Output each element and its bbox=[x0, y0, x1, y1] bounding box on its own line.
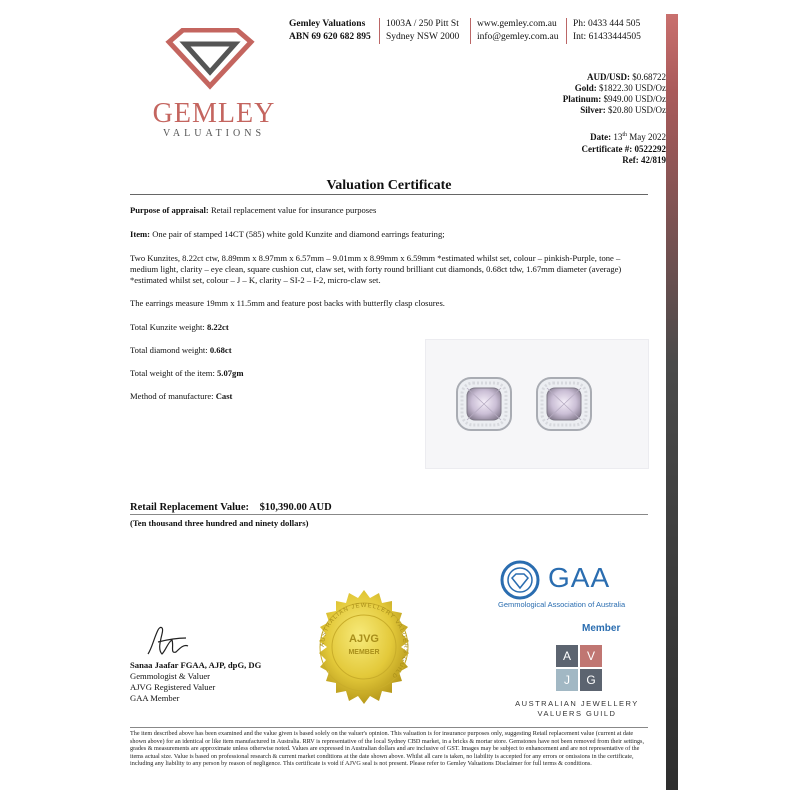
gold-seal-icon bbox=[305, 588, 423, 706]
value-label: Retail Replacement Value: bbox=[130, 502, 249, 513]
diamond-logo-icon bbox=[165, 28, 255, 90]
gaa-full-name: Gemmological Association of Australia bbox=[498, 600, 626, 609]
item-measurements: The earrings measure 19mm x 11.5mm and feature post backs with butterfly clasp closures. bbox=[130, 298, 445, 308]
signer-title-3: GAA Member bbox=[130, 693, 180, 703]
gemley-logo bbox=[152, 28, 276, 140]
address-line-1: 1003A / 250 Pitt St bbox=[386, 19, 459, 29]
footer-divider bbox=[130, 727, 648, 728]
ajvg-seal bbox=[305, 588, 423, 706]
address-line-2: Sydney NSW 2000 bbox=[386, 32, 460, 42]
cert-ref: Ref: 42/819 bbox=[622, 155, 666, 165]
gaa-member-label: Member bbox=[582, 623, 621, 634]
spec-diamond: Total diamond weight: 0.68ct bbox=[130, 345, 232, 355]
purpose-line: Purpose of appraisal: Retail replacement value for insurance purposes bbox=[130, 205, 377, 215]
signature-icon bbox=[140, 620, 210, 662]
cert-number: Certificate #: 0522292 bbox=[581, 143, 666, 154]
signer-name: Sanaa Jaafar FGAA, AJP, dpG, DG bbox=[130, 660, 262, 670]
rate-silver: Silver: $20.80 USD/Oz bbox=[580, 105, 666, 115]
spec-total-weight: Total weight of the item: 5.07gm bbox=[130, 368, 244, 378]
replacement-value bbox=[130, 502, 332, 513]
value-amount: $10,390.00 AUD bbox=[259, 502, 332, 513]
title-divider bbox=[130, 194, 648, 195]
company-name: Gemley Valuations bbox=[289, 19, 366, 29]
rate-platinum: Platinum: $949.00 USD/Oz bbox=[562, 94, 666, 104]
gaa-emblem-icon bbox=[500, 560, 540, 600]
disclaimer-text: The item described above has been examined and the value given is based solely on the valuer's opinion. This valuation is for insurance purposes only, suggesting Retail replacement value (current at date shown above) for an identical or like item manufactured in Australia. RRV is representative of the local Sydney CBD market, in a bricks & mortar store. Gemstones have not been removed from their settings, grades & measurements are approximate unless otherwise noted. Values are expressed in Australian dollars and are inclusive of GST. Images may be subject to enhancement and are not representative of the items actual size. Value is based on professional research & current market conditions at the date shown above. Whilst all care is taken, no liability is accepted for any errors or omissions in the certificate, including any liability to any person by reason of negligence. This certificate is void if AJVG seal is not present. Please refer to Gemley Valuations Disclaimer for full terms & conditions. bbox=[130, 730, 645, 768]
seal-abbr: AJVG bbox=[349, 633, 379, 645]
intl-phone: Int: 61433444505 bbox=[573, 32, 641, 42]
rate-gold: Gold: $1822.30 USD/Oz bbox=[574, 83, 666, 93]
email-link[interactable]: info@gemley.com.au bbox=[477, 32, 559, 42]
cert-date: Date: 13th May 2022 bbox=[590, 132, 666, 142]
phone: Ph: 0433 444 505 bbox=[573, 19, 641, 29]
side-accent-bar bbox=[666, 14, 678, 790]
website-link[interactable]: www.gemley.com.au bbox=[477, 19, 557, 29]
metal-rates bbox=[563, 72, 666, 116]
left-earring bbox=[457, 378, 511, 430]
right-earring bbox=[537, 378, 591, 430]
phone-block bbox=[566, 18, 641, 44]
signer-title-1: Gemmologist & Valuer bbox=[130, 671, 211, 681]
value-divider bbox=[130, 514, 648, 515]
page-title: Valuation Certificate bbox=[326, 178, 452, 193]
ajvg-cell-g: G bbox=[580, 669, 602, 691]
spec-manufacture: Method of manufacture: Cast bbox=[130, 391, 233, 401]
certificate-meta bbox=[582, 130, 666, 167]
ajvg-cell-a: A bbox=[556, 645, 578, 667]
ajvg-logo bbox=[556, 645, 604, 693]
rate-aud-usd: AUD/USD: $0.68722 bbox=[586, 72, 666, 82]
item-description: Two Kunzites, 8.22ct ctw, 8.89mm x 8.97mm x 6.57mm – 9.01mm x 8.99mm x 6.59mm *estimated whilst set, colour – pinkish-Purple, tone – medium light, clarity – eye clean, square cushion cut, claw set, with forty round brilliant cut diamonds, 0.68ct tdw, 1.67mm diameter (average) *estimated whilst set, colour – J – K, clarity – SI-2 – I-2, micro-claw set. bbox=[130, 253, 622, 285]
gaa-logo-text: GAA bbox=[548, 562, 611, 593]
signer-title-2: AJVG Registered Valuer bbox=[130, 682, 216, 692]
seal-member: MEMBER bbox=[348, 649, 380, 656]
brand-subtitle: VALUATIONS bbox=[162, 128, 266, 139]
item-line: Item: One pair of stamped 14CT (585) white gold Kunzite and diamond earrings featuring; bbox=[130, 229, 445, 239]
signer-block bbox=[130, 660, 261, 704]
earrings-image bbox=[426, 340, 648, 468]
seal-ring-text: AUSTRALIAN JEWELLERY VALUERS GUILD bbox=[319, 602, 409, 680]
ajvg-name: AUSTRALIAN JEWELLERY VALUERS GUILD bbox=[515, 699, 639, 718]
web-block bbox=[470, 18, 558, 44]
company-block bbox=[289, 18, 371, 44]
brand-name: GEMLEY bbox=[152, 98, 276, 129]
spec-kunzite: Total Kunzite weight: 8.22ct bbox=[130, 322, 229, 332]
earrings-photo bbox=[425, 339, 649, 469]
value-in-words: (Ten thousand three hundred and ninety dollars) bbox=[130, 518, 309, 528]
ajvg-cell-j: J bbox=[556, 669, 578, 691]
abn: ABN 69 620 682 895 bbox=[289, 32, 371, 42]
ajvg-cell-v: V bbox=[580, 645, 602, 667]
address-block bbox=[379, 18, 459, 44]
